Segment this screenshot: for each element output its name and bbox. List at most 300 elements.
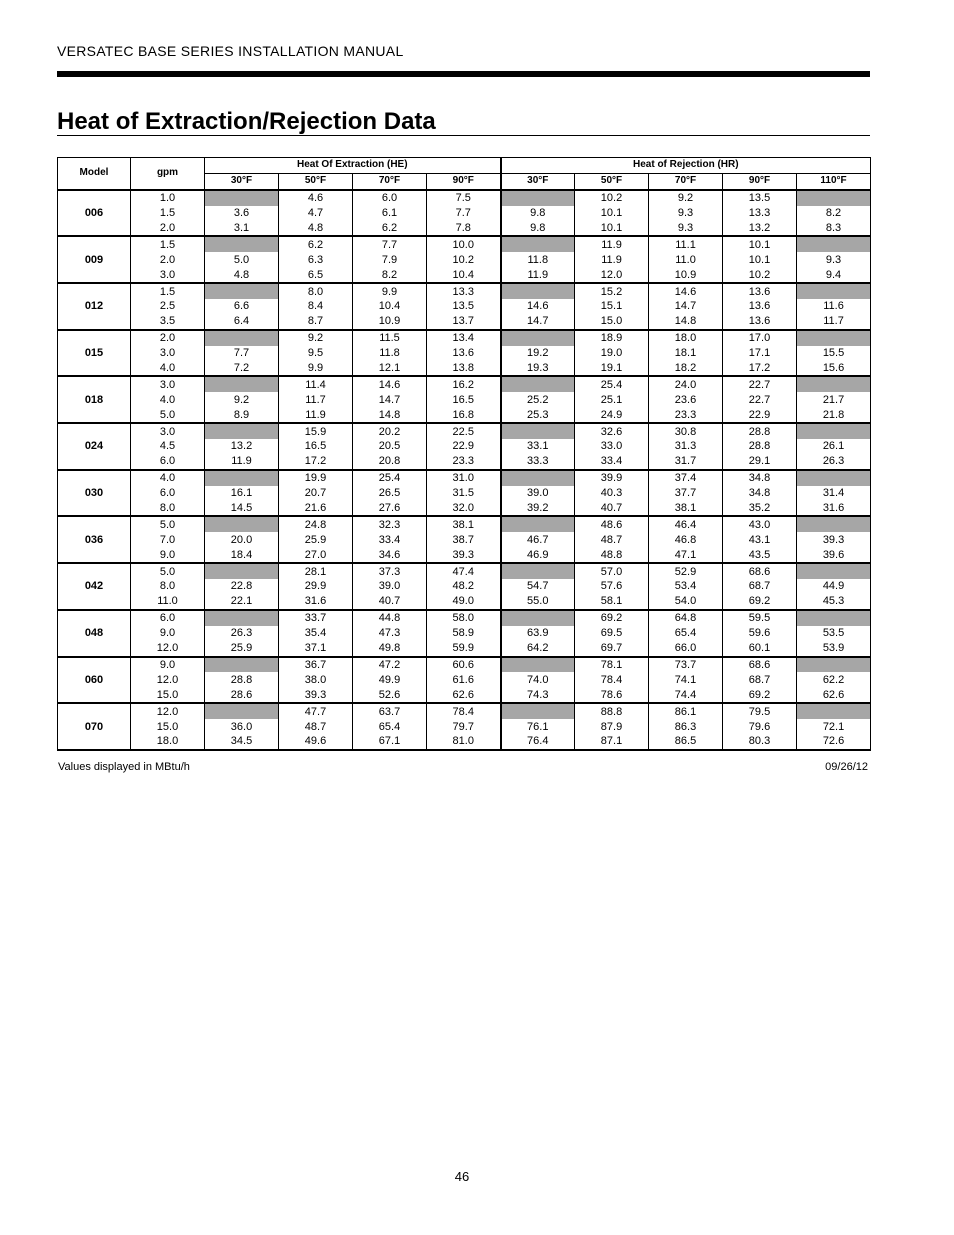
hr-value-cell: 11.0	[649, 252, 723, 267]
hr-value-cell: 14.6	[501, 299, 575, 314]
hr-value-cell: 40.7	[575, 501, 649, 517]
hr-value-cell: 26.1	[797, 439, 871, 454]
hr-value-cell: 25.2	[501, 392, 575, 407]
he-value-cell: 39.3	[279, 687, 353, 703]
hr-value-cell: 57.6	[575, 579, 649, 594]
hr-value-cell: 54.0	[649, 594, 723, 610]
table-row	[58, 594, 871, 610]
hr-value-cell: 11.9	[575, 236, 649, 252]
hr-value-cell: 10.1	[723, 252, 797, 267]
page-number: 46	[454, 1169, 470, 1184]
he-value-cell: 16.1	[205, 486, 279, 501]
hr-value-cell	[797, 516, 871, 532]
hr-value-cell: 14.8	[649, 314, 723, 330]
hr-value-cell: 69.2	[723, 687, 797, 703]
he-value-cell: 6.2	[353, 221, 427, 237]
hr-value-cell	[501, 657, 575, 673]
hr-value-cell: 11.9	[575, 252, 649, 267]
hr-value-cell: 14.7	[501, 314, 575, 330]
he-value-cell: 4.8	[279, 221, 353, 237]
hr-value-cell: 46.9	[501, 547, 575, 563]
hr-value-cell: 43.0	[723, 516, 797, 532]
hr-value-cell: 38.1	[649, 501, 723, 517]
he-value-cell: 13.7	[427, 314, 501, 330]
hr-value-cell: 33.1	[501, 439, 575, 454]
he-value-cell: 3.6	[205, 206, 279, 221]
he-value-cell: 13.6	[427, 346, 501, 361]
he-temp-header: 90°F	[427, 173, 501, 189]
he-value-cell: 28.1	[279, 563, 353, 579]
hr-value-cell: 21.8	[797, 407, 871, 423]
he-value-cell: 28.6	[205, 687, 279, 703]
table-row	[58, 547, 871, 563]
hr-value-cell: 18.0	[649, 330, 723, 346]
he-value-cell	[205, 283, 279, 299]
he-value-cell: 11.9	[205, 454, 279, 470]
hr-value-cell: 72.1	[797, 719, 871, 734]
hr-temp-header: 50°F	[575, 173, 649, 189]
he-value-cell: 36.0	[205, 719, 279, 734]
he-value-cell: 29.9	[279, 579, 353, 594]
hr-value-cell: 18.1	[649, 346, 723, 361]
he-value-cell: 4.8	[205, 267, 279, 283]
hr-value-cell: 33.3	[501, 454, 575, 470]
he-value-cell: 11.4	[279, 376, 353, 392]
he-value-cell: 9.5	[279, 346, 353, 361]
he-value-cell: 32.0	[427, 501, 501, 517]
he-value-cell: 25.4	[353, 470, 427, 486]
table-row	[58, 610, 871, 626]
gpm-cell: 12.0	[131, 703, 205, 719]
hr-value-cell: 47.1	[649, 547, 723, 563]
gpm-cell: 5.0	[131, 516, 205, 532]
he-value-cell: 65.4	[353, 719, 427, 734]
he-value-cell: 38.1	[427, 516, 501, 532]
hr-temp-header: 70°F	[649, 173, 723, 189]
hr-value-cell: 25.1	[575, 392, 649, 407]
hr-value-cell	[501, 376, 575, 392]
hr-value-cell: 53.9	[797, 641, 871, 657]
hr-value-cell: 28.8	[723, 439, 797, 454]
gpm-cell: 3.0	[131, 376, 205, 392]
hr-temp-header: 30°F	[501, 173, 575, 189]
hr-value-cell: 11.8	[501, 252, 575, 267]
hr-value-cell: 76.4	[501, 734, 575, 750]
he-value-cell: 14.8	[353, 407, 427, 423]
he-value-cell: 13.8	[427, 361, 501, 377]
hr-value-cell: 43.5	[723, 547, 797, 563]
hr-value-cell: 48.6	[575, 516, 649, 532]
gpm-cell: 4.0	[131, 470, 205, 486]
he-value-cell: 39.0	[353, 579, 427, 594]
hr-value-cell: 33.4	[575, 454, 649, 470]
hr-value-cell: 54.7	[501, 579, 575, 594]
page-title: Heat of Extraction/Rejection Data	[57, 108, 436, 135]
he-value-cell: 7.5	[427, 190, 501, 206]
he-value-cell: 9.2	[279, 330, 353, 346]
he-value-cell: 16.5	[279, 439, 353, 454]
gpm-cell: 3.0	[131, 346, 205, 361]
he-value-cell: 25.9	[205, 641, 279, 657]
he-value-cell: 48.7	[279, 719, 353, 734]
he-group-header: Heat Of Extraction (HE)	[205, 158, 501, 174]
table-row	[58, 563, 871, 579]
hr-value-cell: 69.2	[723, 594, 797, 610]
he-value-cell: 9.9	[353, 283, 427, 299]
hr-value-cell: 29.1	[723, 454, 797, 470]
table-body	[58, 190, 871, 750]
hr-value-cell: 15.0	[575, 314, 649, 330]
hr-value-cell	[797, 610, 871, 626]
hr-value-cell: 24.0	[649, 376, 723, 392]
hr-value-cell: 35.2	[723, 501, 797, 517]
he-value-cell: 6.3	[279, 252, 353, 267]
hr-value-cell	[797, 657, 871, 673]
he-value-cell: 6.0	[353, 190, 427, 206]
he-value-cell	[205, 610, 279, 626]
table-row	[58, 719, 871, 734]
gpm-cell: 4.0	[131, 392, 205, 407]
hr-value-cell: 18.9	[575, 330, 649, 346]
hr-value-cell: 31.3	[649, 439, 723, 454]
gpm-cell: 12.0	[131, 672, 205, 687]
he-value-cell: 20.2	[353, 423, 427, 439]
hr-value-cell: 11.7	[797, 314, 871, 330]
gpm-cell: 3.5	[131, 314, 205, 330]
he-value-cell: 63.7	[353, 703, 427, 719]
hr-value-cell: 13.6	[723, 299, 797, 314]
hr-value-cell: 10.1	[575, 206, 649, 221]
he-value-cell: 13.2	[205, 439, 279, 454]
hr-value-cell: 12.0	[575, 267, 649, 283]
he-value-cell: 34.6	[353, 547, 427, 563]
hr-value-cell: 31.7	[649, 454, 723, 470]
table-row	[58, 392, 871, 407]
table-row	[58, 454, 871, 470]
hr-value-cell: 46.8	[649, 532, 723, 547]
hr-value-cell	[501, 423, 575, 439]
hr-value-cell: 45.3	[797, 594, 871, 610]
hr-value-cell: 65.4	[649, 626, 723, 641]
he-value-cell: 47.3	[353, 626, 427, 641]
table-row	[58, 423, 871, 439]
hr-value-cell: 62.2	[797, 672, 871, 687]
he-value-cell: 35.4	[279, 626, 353, 641]
hr-value-cell: 34.8	[723, 486, 797, 501]
hr-value-cell: 19.3	[501, 361, 575, 377]
he-value-cell: 27.0	[279, 547, 353, 563]
gpm-cell: 1.5	[131, 206, 205, 221]
table-row	[58, 330, 871, 346]
hr-value-cell: 14.7	[649, 299, 723, 314]
table-row	[58, 734, 871, 750]
he-value-cell: 62.6	[427, 687, 501, 703]
hr-value-cell: 9.8	[501, 206, 575, 221]
hr-value-cell	[797, 470, 871, 486]
hr-value-cell: 15.6	[797, 361, 871, 377]
hr-value-cell	[501, 610, 575, 626]
hr-value-cell: 52.9	[649, 563, 723, 579]
gpm-cell: 15.0	[131, 687, 205, 703]
gpm-cell: 4.0	[131, 361, 205, 377]
he-value-cell: 60.6	[427, 657, 501, 673]
table-row	[58, 579, 871, 594]
table-row	[58, 190, 871, 206]
hr-value-cell: 40.3	[575, 486, 649, 501]
table-row	[58, 516, 871, 532]
table-date: 09/26/12	[825, 761, 868, 773]
hr-value-cell	[797, 703, 871, 719]
title-rule	[57, 135, 870, 136]
hr-value-cell: 80.3	[723, 734, 797, 750]
he-value-cell: 11.8	[353, 346, 427, 361]
gpm-cell: 1.5	[131, 236, 205, 252]
hr-value-cell	[501, 563, 575, 579]
gpm-cell: 1.0	[131, 190, 205, 206]
he-value-cell: 11.9	[279, 407, 353, 423]
hr-value-cell: 17.1	[723, 346, 797, 361]
hr-value-cell: 72.6	[797, 734, 871, 750]
he-value-cell: 47.2	[353, 657, 427, 673]
he-value-cell: 47.4	[427, 563, 501, 579]
hr-value-cell: 39.2	[501, 501, 575, 517]
he-value-cell: 27.6	[353, 501, 427, 517]
gpm-cell: 5.0	[131, 563, 205, 579]
gpm-column-header: gpm	[131, 158, 205, 190]
hr-value-cell: 48.8	[575, 547, 649, 563]
he-value-cell: 20.0	[205, 532, 279, 547]
he-value-cell: 38.0	[279, 672, 353, 687]
hr-value-cell	[501, 190, 575, 206]
hr-value-cell: 13.3	[723, 206, 797, 221]
he-value-cell: 8.2	[353, 267, 427, 283]
hr-value-cell: 39.9	[575, 470, 649, 486]
he-value-cell: 22.8	[205, 579, 279, 594]
hr-value-cell: 13.6	[723, 283, 797, 299]
he-value-cell: 10.2	[427, 252, 501, 267]
model-cell: 030	[58, 470, 131, 517]
he-value-cell	[205, 330, 279, 346]
hr-value-cell: 11.1	[649, 236, 723, 252]
he-value-cell: 16.5	[427, 392, 501, 407]
he-value-cell: 14.5	[205, 501, 279, 517]
hr-value-cell: 60.1	[723, 641, 797, 657]
he-value-cell: 37.1	[279, 641, 353, 657]
gpm-cell: 9.0	[131, 626, 205, 641]
hr-value-cell: 28.8	[723, 423, 797, 439]
table-row	[58, 626, 871, 641]
model-cell: 024	[58, 423, 131, 470]
hr-value-cell: 74.3	[501, 687, 575, 703]
he-value-cell: 39.3	[427, 547, 501, 563]
he-value-cell: 6.2	[279, 236, 353, 252]
gpm-cell: 2.0	[131, 330, 205, 346]
hr-value-cell: 18.2	[649, 361, 723, 377]
he-value-cell: 10.4	[427, 267, 501, 283]
table-row	[58, 314, 871, 330]
he-value-cell: 19.9	[279, 470, 353, 486]
hr-value-cell: 9.4	[797, 267, 871, 283]
hr-value-cell: 24.9	[575, 407, 649, 423]
he-value-cell: 13.4	[427, 330, 501, 346]
gpm-cell: 7.0	[131, 532, 205, 547]
hr-value-cell: 69.2	[575, 610, 649, 626]
hr-value-cell: 59.5	[723, 610, 797, 626]
table-row	[58, 252, 871, 267]
he-value-cell	[205, 423, 279, 439]
hr-value-cell: 10.1	[723, 236, 797, 252]
hr-value-cell: 17.2	[723, 361, 797, 377]
hr-value-cell	[797, 283, 871, 299]
hr-value-cell: 13.5	[723, 190, 797, 206]
hr-value-cell: 74.4	[649, 687, 723, 703]
hr-value-cell: 25.4	[575, 376, 649, 392]
hr-value-cell: 8.2	[797, 206, 871, 221]
model-cell: 006	[58, 190, 131, 237]
hr-value-cell: 10.9	[649, 267, 723, 283]
he-value-cell: 34.5	[205, 734, 279, 750]
gpm-cell: 8.0	[131, 579, 205, 594]
he-value-cell: 24.8	[279, 516, 353, 532]
he-value-cell: 20.8	[353, 454, 427, 470]
hr-value-cell: 44.9	[797, 579, 871, 594]
he-value-cell: 22.1	[205, 594, 279, 610]
he-value-cell: 10.4	[353, 299, 427, 314]
hr-value-cell	[501, 283, 575, 299]
hr-value-cell: 76.1	[501, 719, 575, 734]
he-value-cell: 8.0	[279, 283, 353, 299]
hr-value-cell: 14.6	[649, 283, 723, 299]
model-cell: 060	[58, 657, 131, 704]
gpm-cell: 11.0	[131, 594, 205, 610]
hr-value-cell: 74.1	[649, 672, 723, 687]
hr-value-cell: 10.2	[575, 190, 649, 206]
hr-value-cell: 48.7	[575, 532, 649, 547]
hr-value-cell: 15.1	[575, 299, 649, 314]
he-value-cell: 10.0	[427, 236, 501, 252]
hr-temp-header: 110°F	[797, 173, 871, 189]
he-value-cell: 40.7	[353, 594, 427, 610]
hr-value-cell: 57.0	[575, 563, 649, 579]
hr-value-cell	[797, 330, 871, 346]
hr-value-cell: 8.3	[797, 221, 871, 237]
he-value-cell: 33.4	[353, 532, 427, 547]
table-row	[58, 267, 871, 283]
hr-value-cell: 79.6	[723, 719, 797, 734]
hr-value-cell: 69.7	[575, 641, 649, 657]
he-value-cell: 59.9	[427, 641, 501, 657]
he-value-cell: 7.7	[427, 206, 501, 221]
hr-value-cell: 9.8	[501, 221, 575, 237]
hr-value-cell: 86.5	[649, 734, 723, 750]
hr-value-cell: 22.7	[723, 376, 797, 392]
he-value-cell: 31.0	[427, 470, 501, 486]
he-value-cell: 38.7	[427, 532, 501, 547]
hr-value-cell: 11.6	[797, 299, 871, 314]
he-value-cell: 4.6	[279, 190, 353, 206]
hr-value-cell: 10.1	[575, 221, 649, 237]
he-value-cell: 9.2	[205, 392, 279, 407]
hr-group-header: Heat of Rejection (HR)	[501, 158, 871, 174]
he-value-cell: 18.4	[205, 547, 279, 563]
hr-value-cell: 9.2	[649, 190, 723, 206]
hr-value-cell: 87.1	[575, 734, 649, 750]
hr-value-cell: 46.7	[501, 532, 575, 547]
hr-value-cell: 31.4	[797, 486, 871, 501]
table-row	[58, 221, 871, 237]
he-temp-header: 50°F	[279, 173, 353, 189]
he-value-cell	[205, 376, 279, 392]
model-cell: 018	[58, 376, 131, 423]
table-row	[58, 376, 871, 392]
he-value-cell: 7.7	[205, 346, 279, 361]
hr-value-cell	[501, 470, 575, 486]
table-row	[58, 672, 871, 687]
he-temp-header: 70°F	[353, 173, 427, 189]
he-value-cell: 49.9	[353, 672, 427, 687]
gpm-cell: 12.0	[131, 641, 205, 657]
he-value-cell: 16.8	[427, 407, 501, 423]
hr-value-cell: 39.0	[501, 486, 575, 501]
table-row	[58, 687, 871, 703]
he-value-cell: 8.9	[205, 407, 279, 423]
gpm-cell: 9.0	[131, 547, 205, 563]
hr-value-cell: 55.0	[501, 594, 575, 610]
hr-value-cell: 23.6	[649, 392, 723, 407]
hr-value-cell: 46.4	[649, 516, 723, 532]
he-value-cell: 9.9	[279, 361, 353, 377]
he-value-cell	[205, 657, 279, 673]
he-value-cell	[205, 563, 279, 579]
hr-value-cell: 39.3	[797, 532, 871, 547]
he-value-cell: 6.4	[205, 314, 279, 330]
he-value-cell: 8.7	[279, 314, 353, 330]
gpm-cell: 8.0	[131, 501, 205, 517]
hr-value-cell: 37.4	[649, 470, 723, 486]
hr-value-cell: 19.0	[575, 346, 649, 361]
he-value-cell: 31.6	[279, 594, 353, 610]
he-value-cell: 28.8	[205, 672, 279, 687]
he-value-cell: 78.4	[427, 703, 501, 719]
gpm-cell: 6.0	[131, 454, 205, 470]
he-value-cell: 13.5	[427, 299, 501, 314]
he-value-cell: 6.1	[353, 206, 427, 221]
hr-value-cell: 64.2	[501, 641, 575, 657]
hr-value-cell: 58.1	[575, 594, 649, 610]
he-value-cell: 52.6	[353, 687, 427, 703]
hr-value-cell: 43.1	[723, 532, 797, 547]
he-value-cell: 7.9	[353, 252, 427, 267]
he-value-cell	[205, 703, 279, 719]
he-value-cell: 8.4	[279, 299, 353, 314]
he-value-cell: 22.9	[427, 439, 501, 454]
table-row	[58, 532, 871, 547]
model-cell: 048	[58, 610, 131, 657]
gpm-cell: 3.0	[131, 267, 205, 283]
hr-value-cell: 64.8	[649, 610, 723, 626]
hr-value-cell: 86.1	[649, 703, 723, 719]
hr-value-cell	[501, 516, 575, 532]
hr-value-cell	[501, 703, 575, 719]
table-row	[58, 236, 871, 252]
he-value-cell: 7.8	[427, 221, 501, 237]
he-value-cell: 4.7	[279, 206, 353, 221]
hr-value-cell: 17.0	[723, 330, 797, 346]
hr-value-cell: 78.4	[575, 672, 649, 687]
he-value-cell: 17.2	[279, 454, 353, 470]
hr-value-cell	[797, 190, 871, 206]
he-value-cell: 49.6	[279, 734, 353, 750]
